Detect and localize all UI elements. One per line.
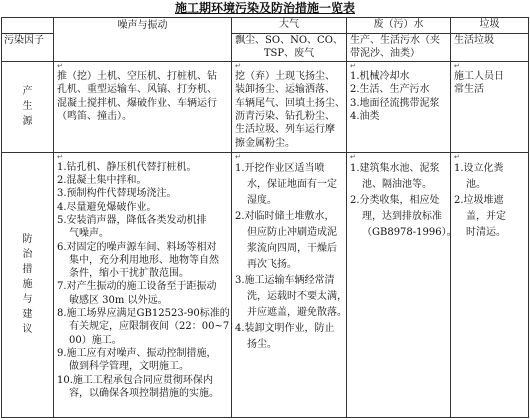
cell-line: 沥青污染、钻孔粉尘、 [235,111,335,123]
header-garbage-label: 垃圾 [479,19,500,30]
cell-line: 盖，并定 [466,210,506,222]
paragraph-mark: ↵ [350,61,356,70]
cell-line: 浆流向四周，干燥后 [247,242,337,254]
header-garbage [451,18,529,34]
cell-line: 做到科学管理，文明施工。 [69,361,189,373]
header-wastewater [347,18,451,34]
pollution-factor-label: 污染因子 [4,35,44,46]
source-wastewater-cell [347,61,451,152]
cell-line: 敏感区 30m 以外远。 [69,294,168,306]
source-garbage-cell [451,61,529,152]
paragraph-mark: ↵ [235,61,241,70]
pollution-measures-table [1,17,529,418]
cell-line: 4.油类 [350,111,380,123]
cell-line: 湿度。 [247,194,277,206]
cell-line: 生活垃圾、列车运行摩 [235,124,335,136]
paragraph-mark: ↵ [454,152,460,161]
paragraph-mark: ↵ [57,152,63,161]
cell-line: 挖（弃）土现飞扬尘、 [235,70,335,82]
header-noise-vibration [54,18,232,62]
cell-line: 3.地面径流携带泥浆 [350,97,440,109]
cell-line: 10.施工工程承包合同应贯彻环保内 [57,374,213,386]
cell-line: 集中，充分利用地形、地物等自然 [69,254,219,266]
cell-line: 1.开挖作业区适当喷 [235,162,325,174]
cell-line: 2.分类收集，相应处 [350,194,440,206]
cell-line: 装卸扬尘、运输洒落、 [235,84,335,96]
cell-line: 2.混凝土集中拌和。 [57,175,147,187]
cell-line: 擦金属粉尘。 [235,137,295,149]
row-label-measures [2,152,54,417]
cell-line: （GB8978-1996）。 [362,226,457,238]
cell-line: 3.施工运输车辆经常清 [235,274,335,286]
cell-line: 孔机、重型运输车、风镐、打夯机、 [57,84,217,96]
wastewater-subheader-text: 生产、生活污水（夹带泥沙、油类） [350,35,440,60]
cell-line: 施工人员日 [454,70,504,82]
cell-line: 时清运。 [466,226,506,238]
table-row-measures [2,152,529,417]
cell-line: 00）施工。 [69,334,122,346]
header-wastewater-label: 废（污）水 [373,19,424,30]
source-air-cell [232,61,347,152]
cell-line: 混凝土搅拌机、爆破作业、车辆运行 [57,97,217,109]
garbage-subheader [451,34,529,62]
measures-wastewater-cell [347,152,457,417]
cell-line: 扬尘。 [247,338,277,350]
cell-line: 1.机械冷却水 [350,70,410,82]
paragraph-mark: ↵ [454,61,460,70]
cell-line: 洗，运载时不要太满， [247,290,347,302]
cell-line: 8.施工场界应满足GB12523-90标准的 [57,308,230,320]
header-noise-vibration-label: 噪声与振动 [117,20,168,31]
cell-line: 9.施工应有对噪声、振动控制措施， [57,347,217,359]
cell-line: 4.尽量避免爆破作业。 [57,201,157,213]
cell-line: 车辆尾气、回填土扬尘、 [235,97,345,109]
cell-line: 理，达到排放标准 [362,210,442,222]
cell-line: （鸣笛、撞击）。 [57,111,132,123]
row-label-pollution-factor [2,34,54,62]
cell-line: 推（挖）土机、空压机、打桩机、钻 [57,70,217,82]
cell-line: 5.安装消声器，降低各类发动机排 [57,215,207,226]
cell-line: 2.生活、生产污水 [350,84,430,96]
garbage-subheader-text: 生活垃圾 [454,35,494,46]
cell-line: 1.钻孔机、静压机代替打桩机。 [57,161,197,173]
measures-air-cell [232,152,347,417]
cell-line: 有关规定，应限制夜间（22：00~7： [69,321,240,333]
paragraph-mark: ↵ [350,152,356,161]
air-subheader-text: 飘尘、SO、NO、CO、TSP、废气 [235,35,343,60]
measures-label: 防治措施与建议 [22,234,33,336]
cell-line: 4.装卸文明作业，防止 [235,322,335,334]
source-label: 产生源 [22,86,33,128]
row-label-source [2,61,54,152]
paragraph-mark: ↵ [57,61,63,70]
table-row-source [2,61,529,152]
cell-line: 水，保证地面有一定 [247,178,337,190]
measures-garbage-cell [451,152,529,417]
header-air-label: 大气 [279,19,299,30]
source-noise-cell [54,61,232,152]
cell-line: 1.建筑集水池、泥浆 [350,162,440,174]
wastewater-subheader [347,34,451,62]
header-corner-cell [2,18,54,34]
cell-line: 1.设立化粪 [454,162,504,174]
cell-line: 2.对临时储土堆敷水， [235,210,335,222]
cell-line: 池、隔油池等。 [362,178,432,190]
header-air [232,18,347,34]
measures-noise-cell [54,152,240,417]
cell-line: 容，以确保各项控制措施的实施。 [69,387,219,399]
cell-line: 2.垃圾堆遮 [454,194,504,206]
page-title: 施工期环境污染及防治措施一览表 [174,1,355,15]
cell-line: 池。 [466,178,486,190]
cell-line: 7.对产生振动的施工设备至于距振动 [57,281,217,293]
cell-line: 并应遮盖，避免散落。 [247,306,347,318]
air-subheader [232,34,347,62]
cell-line: 6.对固定的噪声源车间、料场等相对 [57,241,217,253]
cell-line: 再次飞扬。 [247,258,297,270]
paragraph-mark: ↵ [235,152,241,161]
cell-line: 常生活 [454,84,484,96]
cell-line: 条件，缩小干扰扩散范围。 [69,268,189,280]
cell-line: 但应防止冲刷造成泥 [247,226,337,238]
cell-line: 3.预制构件代替现场浇注。 [57,188,177,200]
cell-line: 气噪声。 [69,228,109,240]
table-header-row [2,18,529,34]
